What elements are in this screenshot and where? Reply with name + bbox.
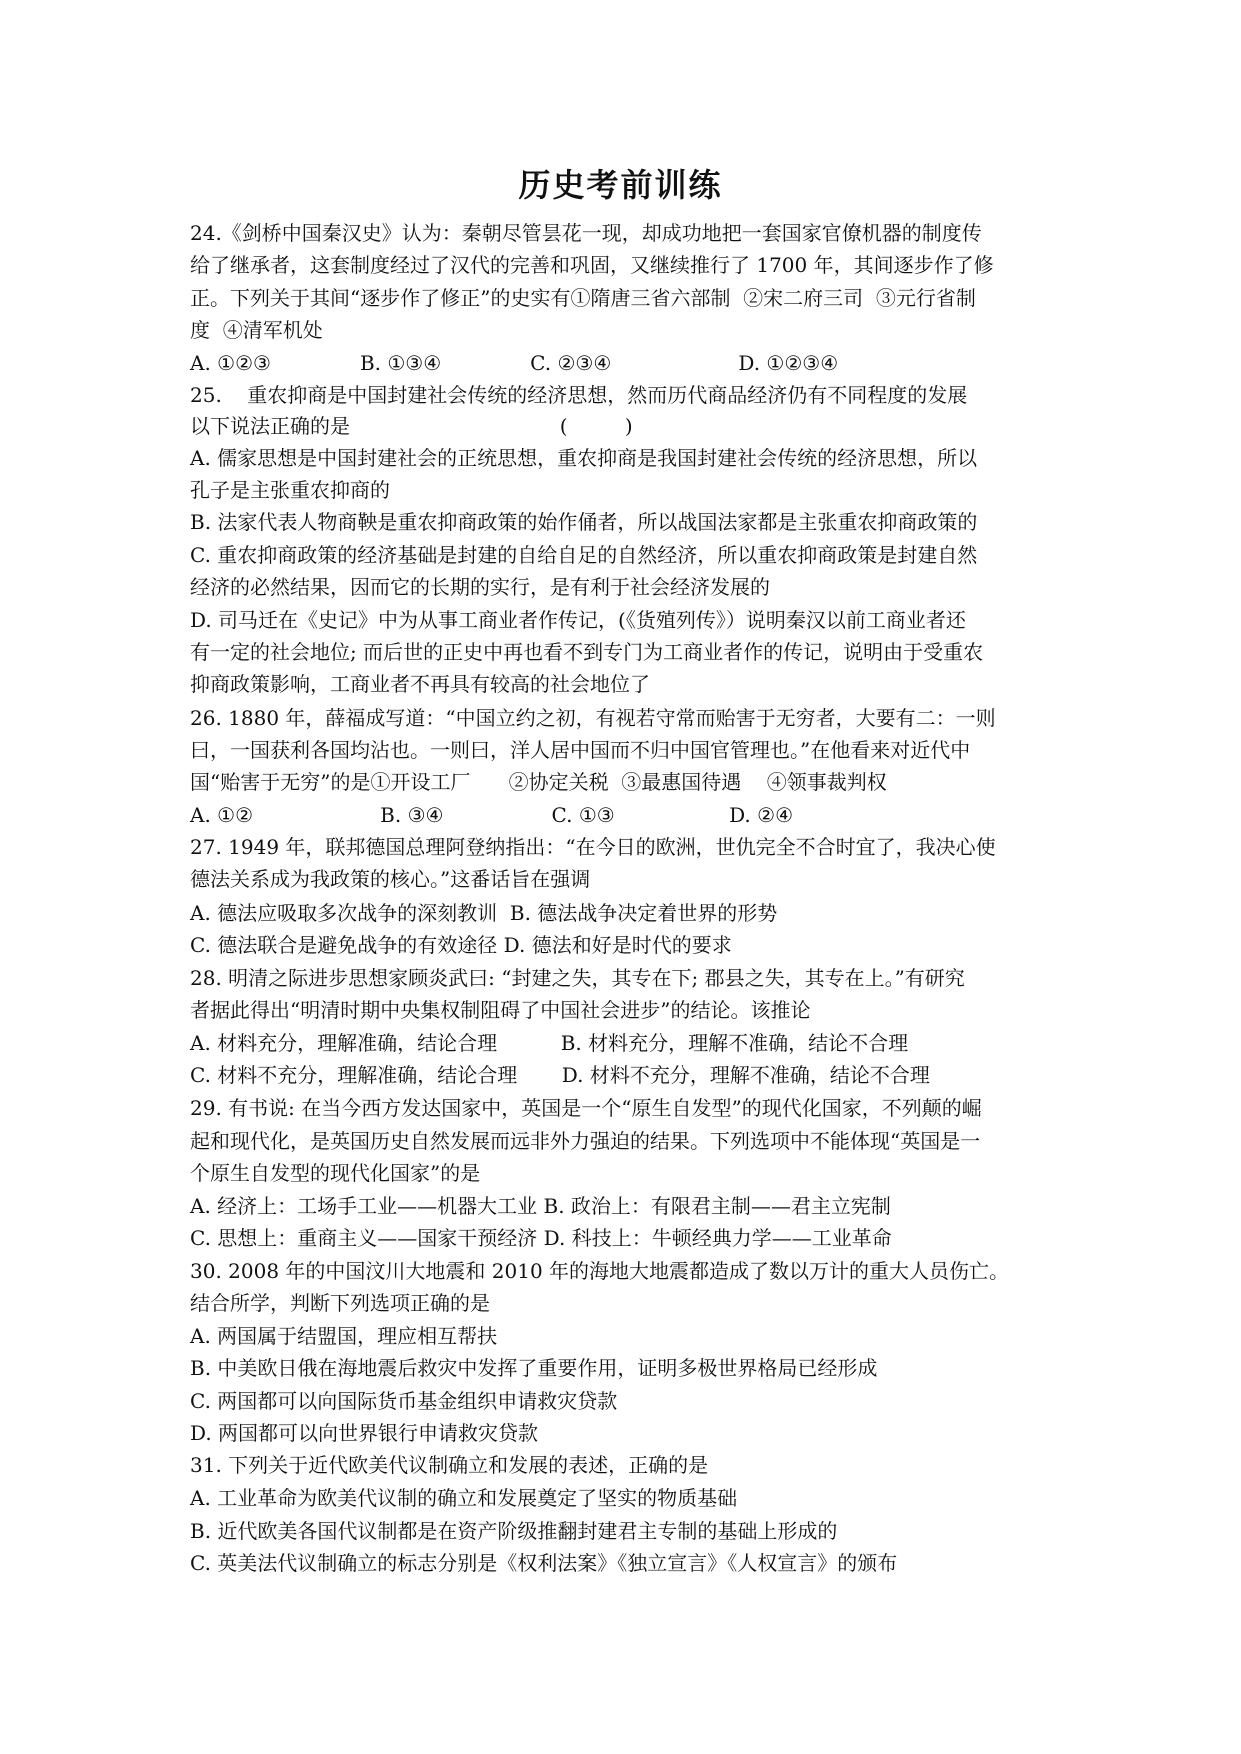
text-line: [190, 1093, 982, 1123]
text-line: [190, 703, 996, 733]
text-line: [190, 1158, 480, 1188]
text-line-content: 德法关系成为我政策的核心。”这番话旨在强调: [190, 867, 591, 891]
text-line-content: 有一定的社会地位; 而后世的正史中再也看不到专门为工商业者作的传记，说明由于受重农: [190, 640, 984, 664]
text-line-content: 结合所学，判断下列选项正确的是: [190, 1291, 490, 1315]
text-line-content: 31. 下列关于近代欧美代议制确立和发展的表述，正确的是: [190, 1453, 709, 1477]
text-line: [190, 1353, 877, 1383]
text-line: [190, 218, 982, 248]
text-line: [190, 963, 965, 993]
text-line-content: 以下说法正确的是 ( ): [190, 414, 633, 438]
text-line-content: 个原生自发型的现代化国家”的是: [190, 1161, 481, 1185]
text-line: [190, 315, 323, 345]
text-line: [190, 1288, 490, 1318]
text-line: [190, 1060, 930, 1090]
text-line: [190, 1450, 708, 1480]
text-line-content: C. 英美法代议制确立的标志分别是《权利法案》《独立宣言》《人权宣言》的颁布: [190, 1551, 898, 1575]
text-line: [190, 411, 633, 441]
text-line-content: D. 司马迁在《史记》中为从事工商业者作传记，(《货殖列传》）说明秦汉以前工商业者还: [190, 608, 966, 632]
text-line-content: 经济的必然结果，因而它的长期的实行，是有利于社会经济发展的: [190, 575, 770, 599]
text-line-content: C. 两国都可以向国际货币基金组织申请救灾贷款: [190, 1389, 618, 1413]
text-line-content: 孔子是主张重农抑商的: [190, 478, 390, 502]
text-line-content: B. 中美欧日俄在海地震后救灾中发挥了重要作用，证明多极世界格局已经形成: [190, 1356, 878, 1380]
page-title: 历史考前训练: [518, 166, 723, 204]
text-line: [190, 283, 976, 313]
text-line-content: B. 法家代表人物商鞅是重农抑商政策的始作俑者，所以战国法家都是主张重农抑商政策的: [190, 510, 978, 534]
text-line-content: 30. 2008 年的中国汶川大地震和 2010 年的海地大地震都造成了数以万计的重大人员伤亡。: [190, 1259, 1010, 1283]
text-line-content: A. 材料充分，理解准确，结论合理 B. 材料充分，理解不准确，结论不合理: [190, 1031, 909, 1055]
text-line-content: 28. 明清之际进步思想家顾炎武曰: “封建之失，其专在下; 郡县之失，其专在上。”有研究: [190, 966, 965, 990]
text-line: [190, 475, 390, 505]
text-line: [190, 572, 770, 602]
text-line: [190, 1386, 617, 1416]
text-line: [190, 348, 838, 378]
text-line-content: 度 ④清军机处: [190, 318, 323, 342]
text-line-content: C. 思想上：重商主义——国家干预经济 D. 科技上：牛顿经典力学——工业革命: [190, 1226, 892, 1250]
text-line-content: C. 重农抑商政策的经济基础是封建的自给自足的自然经济，所以重农抑商政策是封建自然: [190, 543, 978, 567]
text-line: [190, 1191, 891, 1221]
text-line: [190, 507, 977, 537]
text-line: [190, 995, 810, 1025]
text-line-content: 29. 有书说: 在当今西方发达国家中，英国是一个“原生自发型”的现代化国家，不列颠的崛: [190, 1096, 982, 1120]
text-line: [190, 250, 994, 280]
text-line-content: 国“贻害于无穷”的是①开设工厂 ②协定关税 ③最惠国待遇 ④领事裁判权: [190, 770, 887, 794]
text-line: [190, 1256, 1009, 1286]
text-line-content: 25. 重农抑商是中国封建社会传统的经济思想，然而历代商品经济仍有不同程度的发展: [190, 383, 968, 407]
text-line-content: 26. 1880 年，薛福成写道：“中国立约之初，有视若守常而贻害于无穷者，大要有二：一则: [190, 706, 996, 730]
text-line-content: 抑商政策影响，工商业者不再具有较高的社会地位了: [190, 672, 650, 696]
text-line: [190, 864, 590, 894]
text-line: [190, 1548, 897, 1578]
text-line-content: A. 工业革命为欧美代议制的确立和发展奠定了坚实的物质基础: [190, 1486, 738, 1510]
text-line-content: A. ①②③ B. ①③④ C. ②③④ D. ①②③④: [190, 351, 839, 375]
text-line: [190, 898, 777, 928]
text-line: [190, 443, 977, 473]
text-line-content: A. ①② B. ③④ C. ①③ D. ②④: [190, 803, 794, 827]
text-line-content: 给了继承者，这套制度经过了汉代的完善和巩固，又继续推行了 1700 年，其间逐步作了修: [190, 253, 994, 277]
text-line-content: A. 儒家思想是中国封建社会的正统思想，重农抑商是我国封建社会传统的经济思想，所以: [190, 446, 978, 470]
text-line: [190, 1516, 837, 1546]
text-line-content: A. 经济上：工场手工业——机器大工业 B. 政治上：有限君主制——君主立宪制: [190, 1194, 891, 1218]
text-line-content: B. 近代欧美各国代议制都是在资产阶级推翻封建君主专制的基础上形成的: [190, 1519, 838, 1543]
text-line: [190, 1321, 497, 1351]
text-line: [190, 1223, 892, 1253]
text-line-content: 27. 1949 年，联邦德国总理阿登纳指出：“在今日的欧洲，世仇完全不合时宜了，我决心使: [190, 835, 996, 859]
text-line: [190, 1483, 737, 1513]
text-line: [190, 380, 967, 410]
text-line-content: C. 德法联合是避免战争的有效途径 D. 德法和好是时代的要求: [190, 933, 732, 957]
text-line-content: D. 两国都可以向世界银行申请救灾贷款: [190, 1421, 539, 1445]
text-line-content: 24.《剑桥中国秦汉史》认为：秦朝尽管昙花一现，却成功地把一套国家官僚机器的制度传: [190, 221, 982, 245]
text-line: [190, 800, 793, 830]
text-line-content: A. 两国属于结盟国，理应相互帮扶: [190, 1324, 498, 1348]
text-line-content: 正。下列关于其间“逐步作了修正”的史实有①隋唐三省六部制 ②宋二府三司 ③元行省制: [190, 286, 976, 310]
text-line: [190, 735, 970, 765]
text-line: [190, 930, 732, 960]
text-line-content: 者据此得出“明清时期中央集权制阻碍了中国社会进步”的结论。该推论: [190, 998, 811, 1022]
text-line: [190, 540, 977, 570]
text-line-content: C. 材料不充分，理解准确，结论合理 D. 材料不充分，理解不准确，结论不合理: [190, 1063, 930, 1087]
text-line: [190, 767, 887, 797]
text-line: [190, 669, 650, 699]
text-line-content: 起和现代化，是英国历史自然发展而远非外力强迫的结果。下列选项中不能体现“英国是一: [190, 1129, 981, 1153]
text-line: [190, 1418, 538, 1448]
text-line-content: 曰，一国获利各国均沾也。一则曰，洋人居中国而不归中国官管理也。”在他看来对近代中: [190, 738, 971, 762]
text-line-content: A. 德法应吸取多次战争的深刻教训 B. 德法战争决定着世界的形势: [190, 901, 778, 925]
text-line: [190, 832, 996, 862]
text-line: [190, 1028, 908, 1058]
text-line: [190, 637, 983, 667]
text-line: [190, 1126, 980, 1156]
text-line: [190, 605, 966, 635]
